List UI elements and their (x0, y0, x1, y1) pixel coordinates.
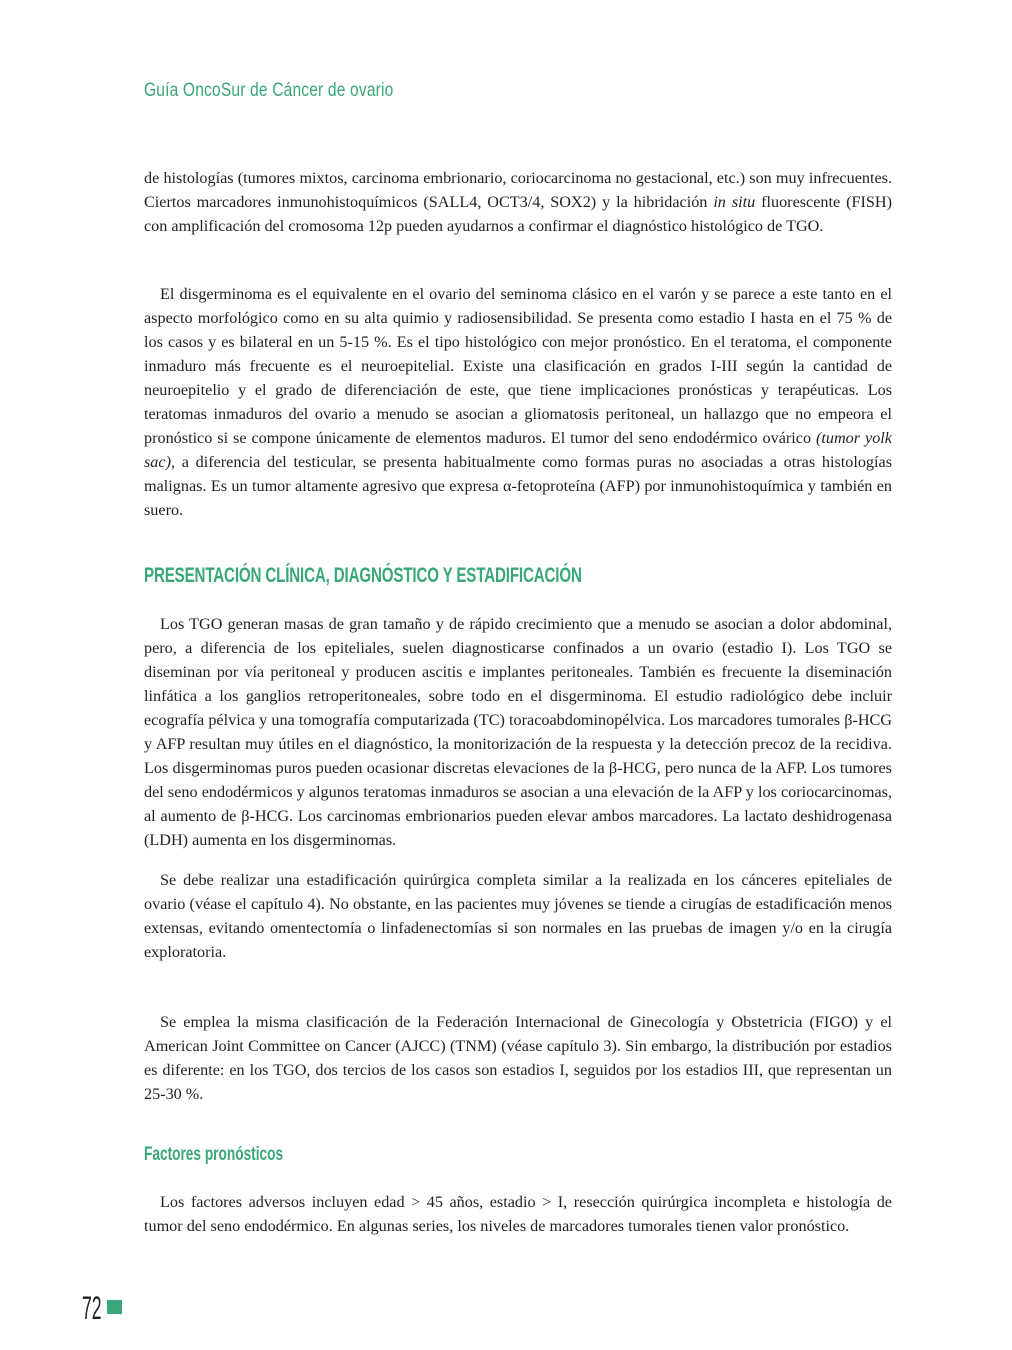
paragraph-text: fluorescente (FISH) con amplificación del cromosoma 12p pueden ayudarnos a confirmar el diagnóstico histológico de TGO. (144, 193, 892, 235)
section-heading: PRESENTACIÓN CLÍNICA, DIAGNÓSTICO Y ESTADIFICACIÓN (144, 564, 582, 587)
paragraph-histologies (144, 166, 892, 238)
paragraph-text: Se debe realizar una estadificación quirúrgica completa similar a la realizada en los cánceres epiteliales de ovario (véase el capítulo 4). No obstante, en las pacientes muy jóvenes se tiende a cirugías de estadificación menos extensas, evitando omentectomía o linfadenectomías si son normales en las pruebas de imagen y/o en la cirugía exploratoria. (144, 871, 892, 961)
paragraph-text: Los factores adversos incluyen edad > 45 años, estadio > I, resección quirúrgica incompleta e histología de tumor del seno endodérmico. En algunas series, los niveles de marcadores tumorales tienen valor pronóstico. (144, 1193, 892, 1235)
paragraph-presentation (144, 612, 892, 852)
italic-term: in situ (713, 193, 756, 211)
paragraph-staging-surgery (144, 868, 892, 964)
page-number: 72 (82, 1290, 102, 1326)
paragraph-classification (144, 1010, 892, 1106)
italic-term: (tumor yolk sac) (144, 429, 892, 471)
paragraph-text: El disgerminoma es el equivalente en el ovario del seminoma clásico en el varón y se parece a este tanto en el aspecto morfológico como en su alta quimio y radiosensibilidad. Se presenta como estadio I hasta en el 75 % de los casos y es bilateral en un 5-15 %. Es el tipo histológico con mejor pronóstico. En el teratoma, el componente inmaduro más frecuente es el neuroepitelial. Existe una clasificación en grados I-III según la cantidad de neuroepitelio y el grado de diferenciación de este, que tiene implicaciones pronósticas y terapéuticas. Los teratomas inmaduros del ovario a menudo se asocian a gliomatosis peritoneal, un hallazgo que no empeora el pronóstico si se compone únicamente de elementos maduros. El tumor del seno endodérmico ovárico (144, 285, 892, 447)
paragraph-text: , a diferencia del testicular, se presenta habitualmente como formas puras no asociadas a otras histologías malignas. Es un tumor altamente agresivo que expresa α-fetoproteína (AFP) por inmunohistoquímica y también en suero. (144, 453, 892, 519)
subsection-heading: Factores pronósticos (144, 1144, 284, 1165)
paragraph-text: de histologías (tumores mixtos, carcinoma embrionario, coriocarcinoma no gestacional, etc.) son muy infrecuentes. Ciertos marcadores inmunohistoquímicos (SALL4, OCT3/4, SOX2) y la hibridación (144, 169, 892, 211)
paragraph-disgerminoma (144, 282, 892, 522)
paragraph-text: Los TGO generan masas de gran tamaño y de rápido crecimiento que a menudo se asocian a dolor abdominal, pero, a diferencia de los epiteliales, suelen diagnosticarse confinados a un ovario (estadio I). Los TGO se diseminan por vía peritoneal y producen ascitis e implantes peritoneales. También es frecuente la diseminación linfática a los ganglios retroperitoneales, sobre todo en el disgerminoma. El estudio radiológico debe incluir ecografía pélvica y una tomografía computarizada (TC) toracoabdominopélvica. Los marcadores tumorales β-HCG y AFP resultan muy útiles en el diagnóstico, la monitorización de la respuesta y la detección precoz de la recidiva. Los disgerminomas puros pueden ocasionar discretas elevaciones de la β-HCG, pero nunca de la AFP. Los tumores del seno endodérmicos y algunos teratomas inmaduros se asocian a una elevación de la AFP y los coriocarcinomas, al aumento de β-HCG. Los carcinomas embrionarios pueden elevar ambos marcadores. La lactato deshidrogenasa (LDH) aumenta en los disgerminomas. (144, 615, 892, 849)
paragraph-text: Se emplea la misma clasificación de la Federación Internacional de Ginecología y Obstetricia (FIGO) y el American Joint Committee on Cancer (AJCC) (TNM) (véase capítulo 3). Sin embargo, la distribución por estadios es diferente: en los TGO, dos tercios de los casos son estadios I, seguidos por los estadios III, que representan un 25-30 %. (144, 1013, 892, 1103)
paragraph-prognostic-factors (144, 1190, 892, 1238)
page-marker-square-icon (107, 1300, 122, 1314)
running-header: Guía OncoSur de Cáncer de ovario (144, 80, 394, 101)
